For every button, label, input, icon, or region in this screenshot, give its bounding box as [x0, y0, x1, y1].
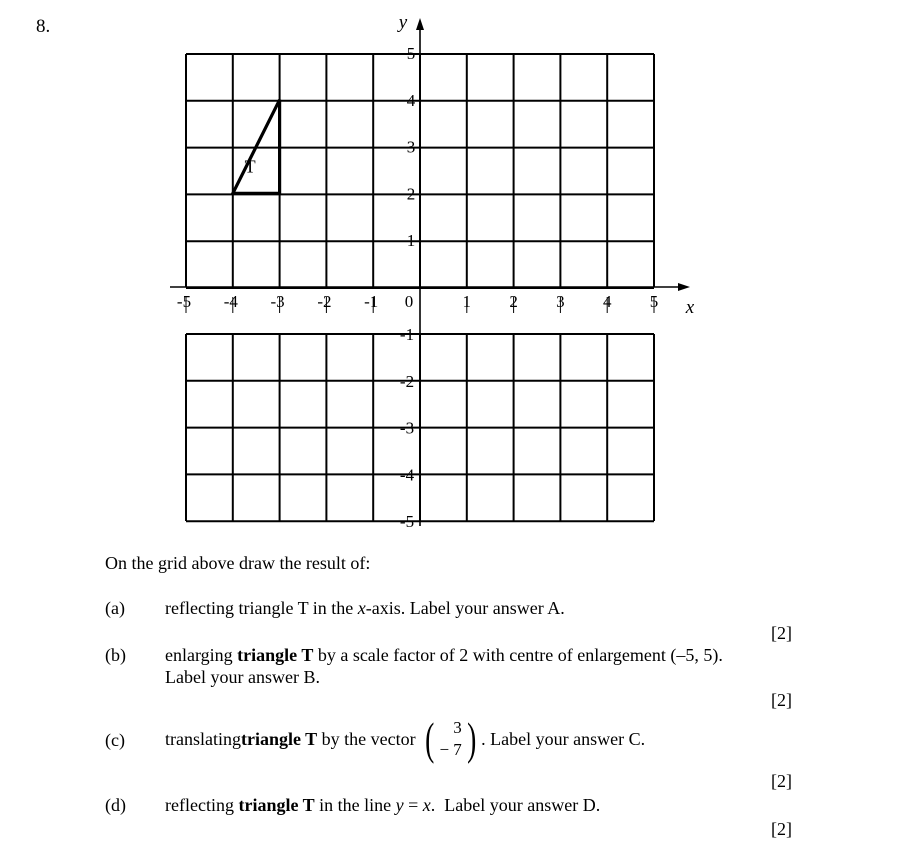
x-tick-label: 5: [649, 292, 659, 311]
y-tick-label: -1: [399, 325, 415, 344]
part-d-label: (d): [105, 795, 126, 815]
y-tick-label: 5: [406, 44, 416, 63]
x-tick-label: -2: [317, 292, 332, 311]
part-d-marks: [2]: [771, 819, 792, 839]
x-tick-label: 4: [602, 292, 612, 311]
y-tick-label: -5: [399, 512, 415, 532]
y-tick-label: 4: [406, 90, 416, 110]
part-b-text-line2: Label your answer B.: [165, 667, 320, 687]
y-tick-label: -4: [399, 465, 415, 485]
instructions-intro: On the grid above draw the result of:: [105, 553, 371, 573]
x-tick-label: -5: [176, 292, 192, 311]
part-b-text: enlarging triangle T by a scale factor of 2 with centre of enlargement (–5, 5).: [165, 645, 723, 665]
part-a-marks: [2]: [771, 623, 792, 643]
x-axis-label: x: [685, 297, 695, 318]
part-b-label: (b): [105, 645, 126, 665]
part-c-label: (c): [105, 730, 125, 750]
x-tick-label: 0: [404, 292, 414, 311]
part-b-marks: [2]: [771, 690, 792, 710]
x-axis-arrow: [678, 283, 690, 291]
x-tick-label: 3: [556, 292, 565, 311]
tick-labels: [177, 12, 695, 531]
x-tick-label: -3: [270, 292, 285, 311]
question-number: 8.: [36, 16, 51, 37]
axes: [170, 18, 690, 526]
translation-vector: ( 3 − 7 ): [425, 713, 477, 764]
x-tick-label: 2: [509, 292, 518, 311]
x-tick-label: -4: [223, 292, 238, 311]
part-d-text: reflecting triangle T in the line y = x. Label your answer D.: [165, 795, 601, 815]
y-axis-arrow: [416, 18, 424, 30]
part-a-text: reflecting triangle T in the x-axis. Label your answer A.: [165, 598, 565, 618]
part-a-label: (a): [105, 598, 125, 618]
y-tick-label: -2: [399, 371, 415, 391]
x-tick-label: 1: [462, 292, 472, 311]
y-tick-label: 3: [406, 137, 416, 157]
part-c-text: translating triangle T by the vector ( 3 − 7 ) . Label your answer C.: [165, 713, 646, 764]
x-tick-label: -1: [364, 292, 379, 311]
y-tick-label: 2: [406, 184, 416, 204]
y-axis-label: y: [398, 12, 408, 33]
triangle-t-label: T: [244, 156, 256, 177]
y-tick-label: -3: [399, 418, 415, 438]
part-c-marks: [2]: [771, 771, 792, 791]
y-tick-label: 1: [406, 231, 416, 251]
